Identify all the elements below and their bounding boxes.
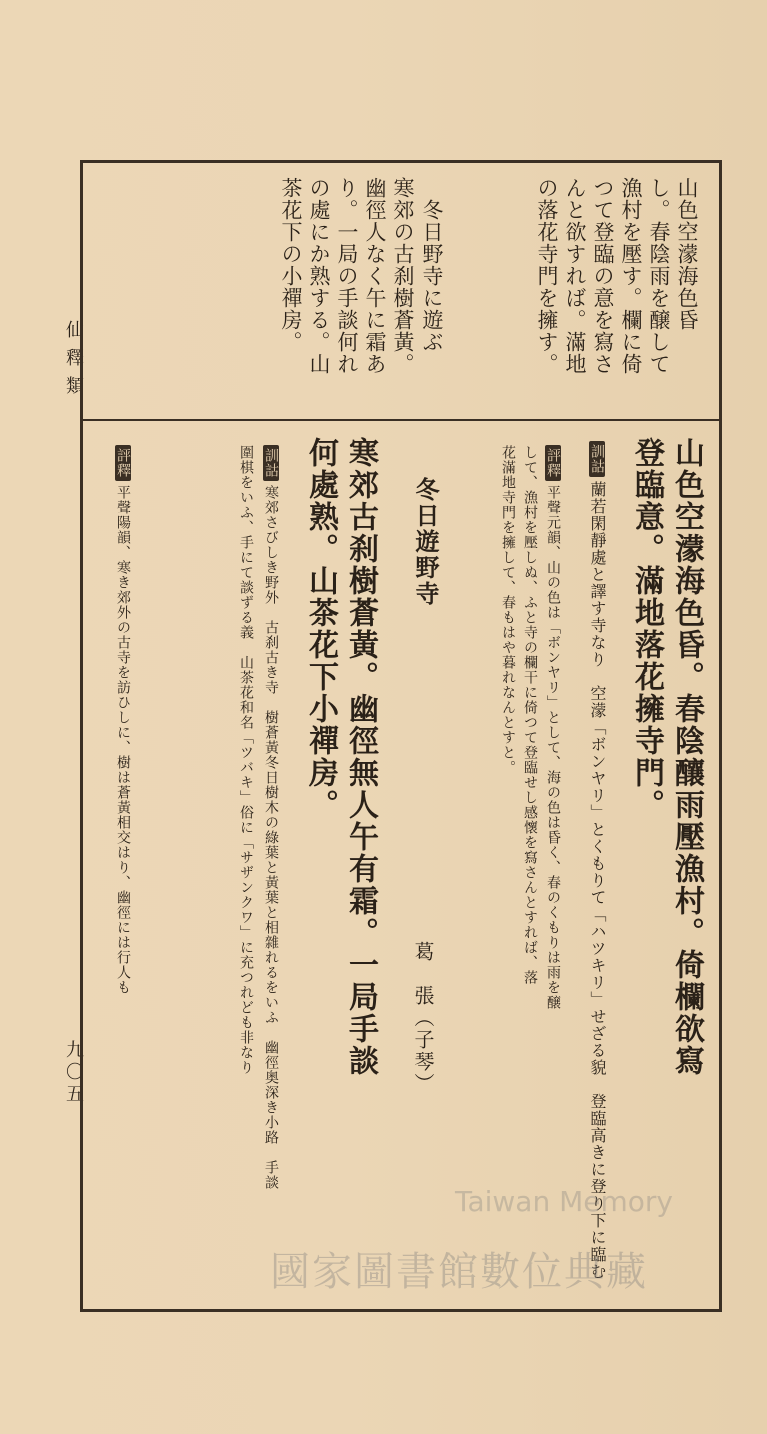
comment-block	[545, 445, 561, 1010]
comment-text: 平聲元韻、山の色は「ボンヤリ」として、海の色は昏く、春のくもりは雨を醸	[545, 485, 561, 1010]
upper-col: し。春陰雨を醸して	[647, 177, 671, 375]
upper-col: 幽徑人なく午に霜あ	[363, 177, 387, 375]
upper-col: んと欲すれば。滿地	[563, 177, 587, 375]
gloss-text: 蘭若閑靜處と譯す寺なり 空濛「ボンヤリ」とくもりて「ハツキリ」せざる貌 登臨高きに登り下に臨む	[588, 481, 607, 1280]
comment-badge: 評釋	[545, 445, 561, 481]
upper-col: 茶花下の小禪房。	[279, 177, 303, 353]
poem-line: 寒郊古刹樹蒼黃。幽徑無人午有霜。一局手談	[343, 437, 378, 1077]
gloss-block	[263, 445, 279, 1190]
upper-col: つて登臨の意を寫さ	[591, 177, 615, 375]
poem-author: 葛 張（子琴）	[411, 941, 435, 1095]
upper-col: 寒郊の古刹樹蒼黃。	[391, 177, 415, 375]
lower-section	[83, 421, 719, 1309]
comment-line: 花滿地寺門を擁して、春もはや暮れなんとすと。	[500, 445, 516, 775]
comment-line: して、漁村を壓しぬ、ふと寺の欄干に倚つて登臨せし感懷を寫さんとすれば、落	[522, 445, 538, 985]
watermark-subtitle: Taiwan Memory	[455, 1185, 673, 1218]
gloss-block	[588, 441, 607, 1280]
poem-line: 登臨意。滿地落花擁寺門。	[629, 437, 664, 821]
upper-col: 冬日野寺に遊ぶ	[420, 199, 444, 353]
upper-col: 山色空濛海色昏	[675, 177, 699, 331]
upper-col: り。一局の手談何れ	[335, 177, 359, 375]
upper-col: の落花寺門を擁す。	[535, 177, 559, 375]
upper-section	[83, 163, 719, 419]
text-frame	[80, 160, 722, 1312]
page-number: 九〇五	[63, 1040, 84, 1106]
gloss-badge: 訓詁	[263, 445, 279, 481]
gloss-line: 圍棋をいふ、手にて談ずる義 山茶花和名「ツバキ」俗に「サザンクワ」に充つれども非なり	[238, 445, 254, 1075]
library-watermark: 國家圖書館數位典藏	[270, 1249, 648, 1295]
comment-text: 平聲陽韻、寒き郊外の古寺を訪ひしに、樹は蒼黃相交はり、幽徑には行人も	[115, 485, 131, 995]
poem-title: 冬日遊野寺	[411, 477, 440, 607]
poem-line: 山色空濛海色昏。春陰釀雨壓漁村。倚欄欲寫	[669, 437, 704, 1077]
comment-badge: 評釋	[115, 445, 131, 481]
gloss-badge: 訓詁	[589, 441, 605, 477]
upper-col: 漁村を壓す。欄に倚	[619, 177, 643, 375]
poem-line: 何處熟。山茶花下小禪房。	[303, 437, 338, 821]
comment-block	[115, 445, 131, 995]
gloss-text: 寒郊さびしき野外 古刹古き寺 樹蒼黃冬日樹木の綠葉と黃葉と相雜れるをいふ 幽徑奥深き小路 手談	[263, 485, 279, 1190]
section-title: 仙釋類	[63, 320, 84, 404]
upper-col: の處にか熟する。山	[307, 177, 331, 375]
